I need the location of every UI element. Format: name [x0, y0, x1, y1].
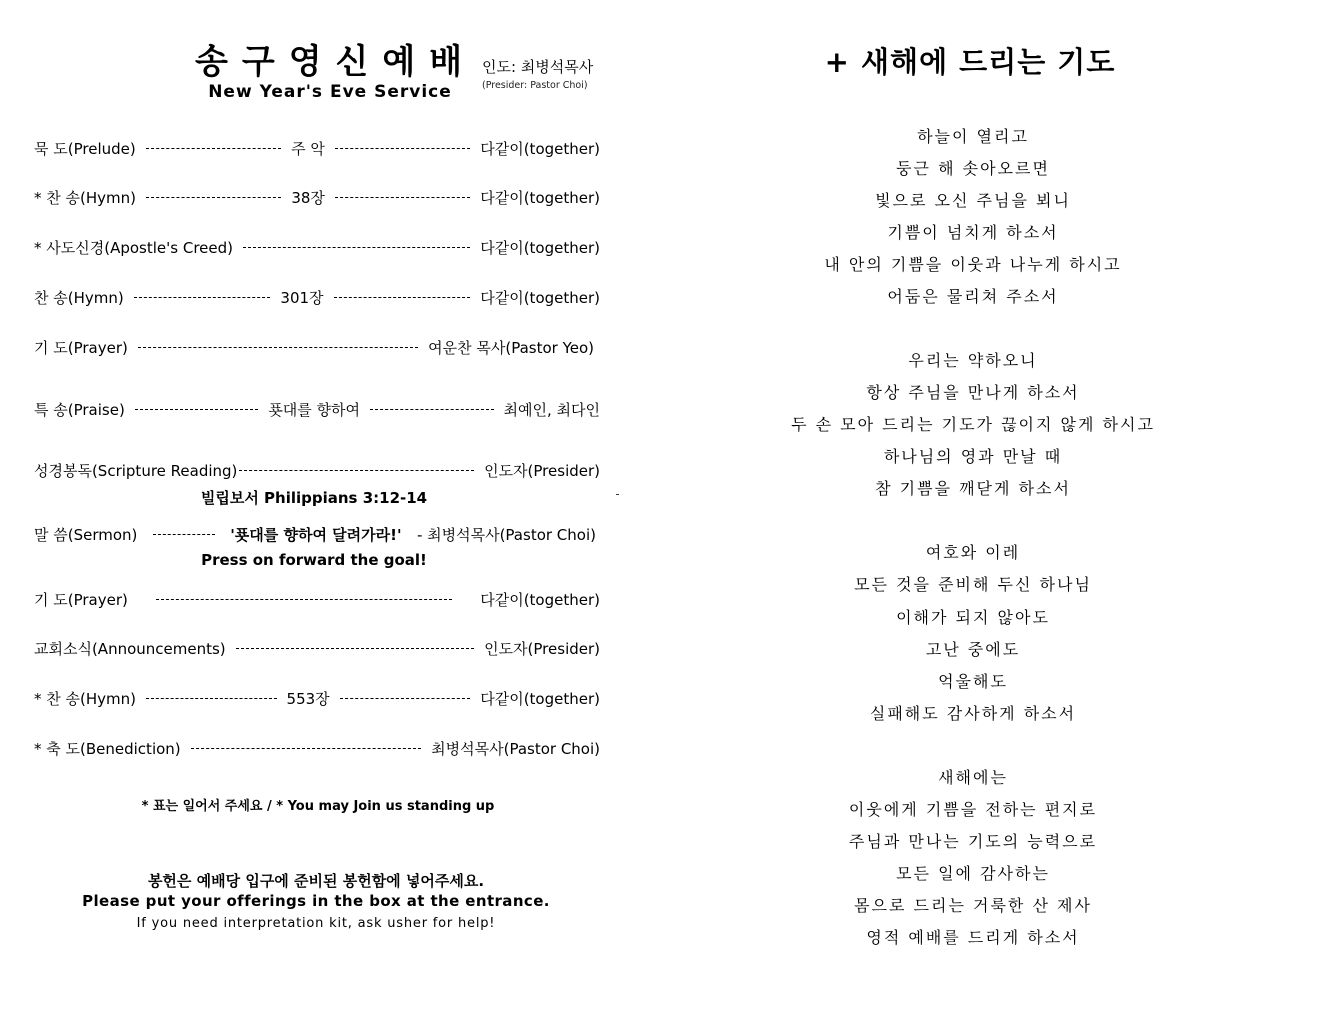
order-item-label: * 축 도(Benediction) [34, 739, 181, 758]
offering-note-english: Please put your offerings in the box at the entrance. [82, 892, 550, 910]
order-item-label: * 찬 송(Hymn) [34, 689, 136, 708]
prayer-line: 우리는 약하오니 [908, 351, 1038, 370]
prayer-line: 어둠은 물리쳐 주소서 [887, 287, 1059, 306]
order-item-announcements [34, 637, 600, 659]
order-item-prayer-1 [34, 336, 594, 358]
dash-leader [335, 148, 470, 149]
order-item-label: 묵 도(Prelude) [34, 139, 136, 158]
order-item-label: * 찬 송(Hymn) [34, 188, 136, 207]
order-item-hymn-1 [34, 186, 600, 208]
dash-leader [138, 347, 418, 348]
order-item-label: * 사도신경(Apostle's Creed) [34, 238, 233, 257]
order-item-label: 성경봉독(Scripture Reading) [34, 461, 238, 480]
dash-leader [146, 197, 281, 198]
order-item-label: 교회소식(Announcements) [34, 639, 226, 658]
order-item-creed [34, 236, 600, 258]
dash-leader [340, 698, 471, 699]
presider-english: (Presider: Pastor Choi) [482, 80, 588, 91]
order-item-leader: 최예인, 최다인 [503, 400, 601, 419]
prayer-line: 여호와 이레 [925, 543, 1021, 562]
prayer-line: 하나님의 영과 만날 때 [883, 447, 1063, 466]
order-item-label: 특 송(Praise) [34, 400, 125, 419]
order-item-hymn-2 [34, 286, 600, 308]
order-item-middle: 553장 [286, 689, 330, 708]
order-item-prayer-2 [34, 588, 600, 610]
scripture-reference: 빌립보서 Philippians 3:12-14 [200, 489, 428, 507]
order-item-leader: 다같이(together) [480, 238, 600, 257]
order-item-leader: 다같이(together) [480, 288, 601, 307]
standing-note: * 표는 일어서 주세요 / * You may Join us standing up [141, 799, 495, 814]
prayer-line: 빛으로 오신 주님을 뵈니 [875, 191, 1071, 210]
order-item-label: 기 도(Prayer) [34, 338, 128, 357]
prayer-line: 참 기쁨을 깨닫게 하소서 [875, 479, 1071, 498]
prayer-line: 고난 중에도 [925, 640, 1021, 659]
service-title-english: New Year's Eve Service [208, 82, 452, 102]
prayer-line: 모든 것을 준비해 두신 하나님 [854, 575, 1092, 594]
prayer-line: 억울해도 [938, 672, 1008, 691]
order-of-service-panel [0, 0, 640, 1020]
order-item-leader: 다같이(together) [480, 139, 601, 158]
dash-leader [334, 297, 471, 298]
order-item-leader: 다같이(together) [480, 188, 601, 207]
order-item-label: 말 씀(Sermon) [34, 525, 138, 544]
order-item-praise [34, 398, 600, 420]
order-item-middle: 주 악 [291, 139, 325, 158]
prayer-line: 이웃에게 기쁨을 전하는 편지로 [848, 800, 1098, 819]
dash-leader [239, 470, 474, 471]
prayer-line: 영적 예배를 드리게 하소서 [866, 928, 1080, 947]
prayer-line: 항상 주님을 만나게 하소서 [866, 383, 1080, 402]
service-title-korean: 송구영신예배 [195, 42, 477, 82]
prayer-title: + 새해에 드리는 기도 [824, 45, 1116, 79]
dash-leader [146, 148, 281, 149]
prayer-line: 내 안의 기쁨을 이웃과 나누게 하시고 [824, 255, 1122, 274]
dash-leader [135, 409, 259, 410]
dash-leader [236, 648, 474, 649]
stray-mark [616, 494, 619, 495]
order-item-leader: 다같이(together) [480, 590, 600, 609]
prayer-line: 새해에는 [938, 768, 1008, 787]
order-item-label: 찬 송(Hymn) [34, 288, 124, 307]
order-item-scripture [34, 459, 600, 481]
order-item-leader: - 최병석목사(Pastor Choi) [416, 525, 596, 544]
prayer-line: 둥근 해 솟아오르면 [896, 159, 1050, 178]
dash-leader [153, 534, 215, 535]
dash-leader [191, 748, 421, 749]
order-item-prelude [34, 137, 600, 159]
prayer-line: 모든 일에 감사하는 [896, 864, 1050, 883]
sermon-title-english: Press on forward the goal! [201, 551, 427, 569]
dash-leader [370, 409, 494, 410]
sermon-title: '푯대를 향하여 달려가라!' [230, 525, 402, 544]
dash-leader [156, 599, 452, 600]
order-item-leader: 여운찬 목사(Pastor Yeo) [428, 338, 594, 357]
order-item-sermon [34, 523, 596, 545]
dash-leader [243, 247, 470, 248]
prayer-line: 하늘이 열리고 [917, 127, 1029, 146]
order-item-leader: 인도자(Presider) [484, 639, 600, 658]
order-item-leader: 다같이(together) [480, 689, 600, 708]
prayer-line: 이해가 되지 않아도 [896, 608, 1050, 627]
presider-korean: 인도: 최병석목사 [482, 58, 594, 76]
dash-leader [335, 197, 470, 198]
order-item-middle: 푯대를 향하여 [268, 400, 361, 419]
order-item-label: 기 도(Prayer) [34, 590, 128, 609]
prayer-line: 주님과 만나는 기도의 능력으로 [848, 832, 1098, 851]
order-item-middle: 301장 [280, 288, 324, 307]
order-item-benediction [34, 737, 600, 759]
order-item-middle: 38장 [291, 188, 325, 207]
prayer-line: 실패해도 감사하게 하소서 [869, 704, 1077, 723]
offering-note-korean: 봉헌은 예배당 입구에 준비된 봉헌함에 넣어주세요. [147, 872, 485, 890]
order-item-leader: 최병석목사(Pastor Choi) [431, 739, 600, 758]
order-item-hymn-3 [34, 687, 600, 709]
prayer-line: 몸으로 드리는 거룩한 산 제사 [854, 896, 1092, 915]
interpretation-help-note: If you need interpretation kit, ask usher for help! [136, 916, 496, 931]
dash-leader [134, 297, 271, 298]
prayer-line: 기쁨이 넘치게 하소서 [887, 223, 1059, 242]
order-item-leader: 인도자(Presider) [484, 461, 600, 480]
new-year-prayer-panel [640, 0, 1320, 1020]
prayer-line: 두 손 모아 드리는 기도가 끊이지 않게 하시고 [791, 415, 1155, 434]
dash-leader [146, 698, 277, 699]
